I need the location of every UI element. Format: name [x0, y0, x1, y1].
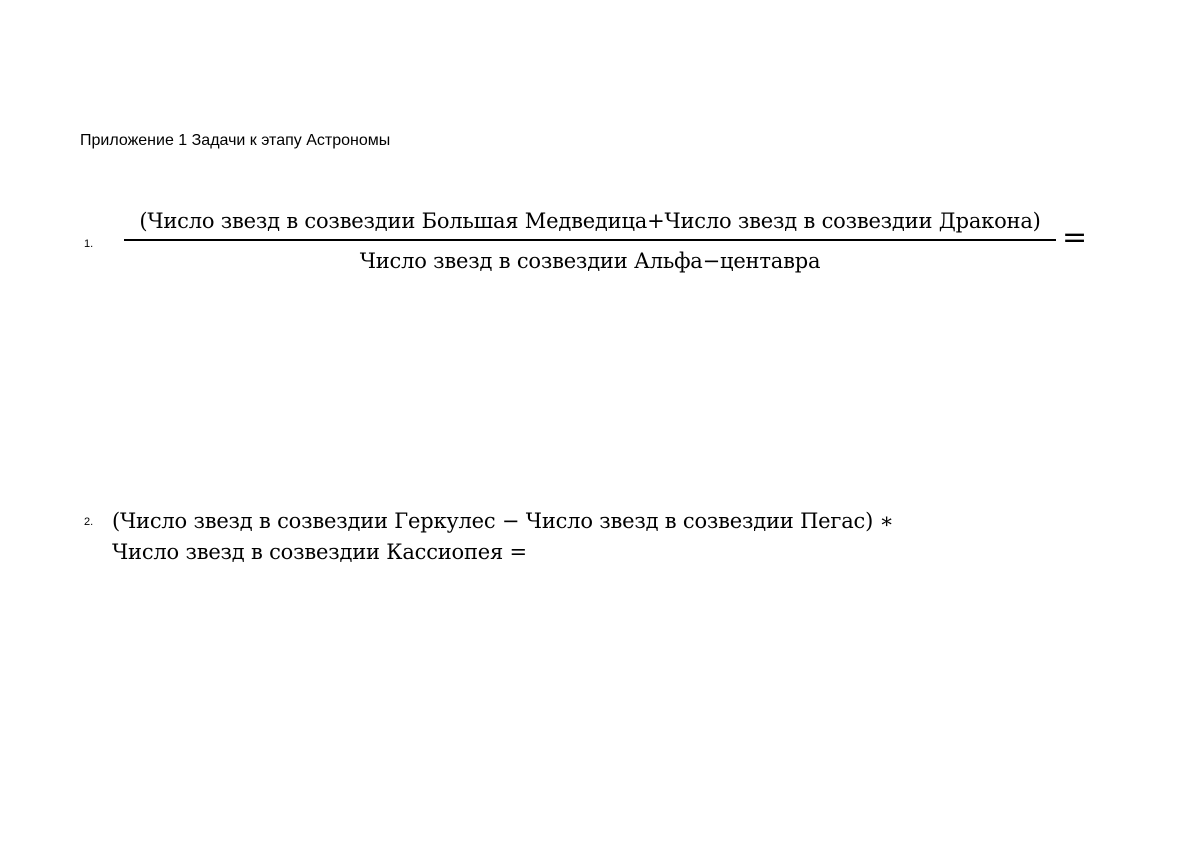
task-2-number: 2. [84, 516, 94, 528]
task-1-numerator: (Число звезд в созвездии Большая Медведица+Число звезд в созвездии Дракона) [139, 209, 1041, 233]
task-2-expression-line-1: (Число звезд в созвездии Геркулес − Число звезд в созвездии Пегас) ∗ [112, 509, 894, 533]
fraction-bar [124, 239, 1056, 241]
task-1-number: 1. [84, 238, 94, 250]
task-2-expression-line-2: Число звезд в созвездии Кассиопея = [112, 540, 527, 564]
page-heading: Приложение 1 Задачи к этапу Астрономы [80, 132, 391, 149]
task-1-fraction [124, 206, 1056, 276]
task-1-denominator: Число звезд в созвездии Альфа−центавра [359, 249, 821, 273]
task-1-equals-sign: = [1062, 220, 1088, 255]
